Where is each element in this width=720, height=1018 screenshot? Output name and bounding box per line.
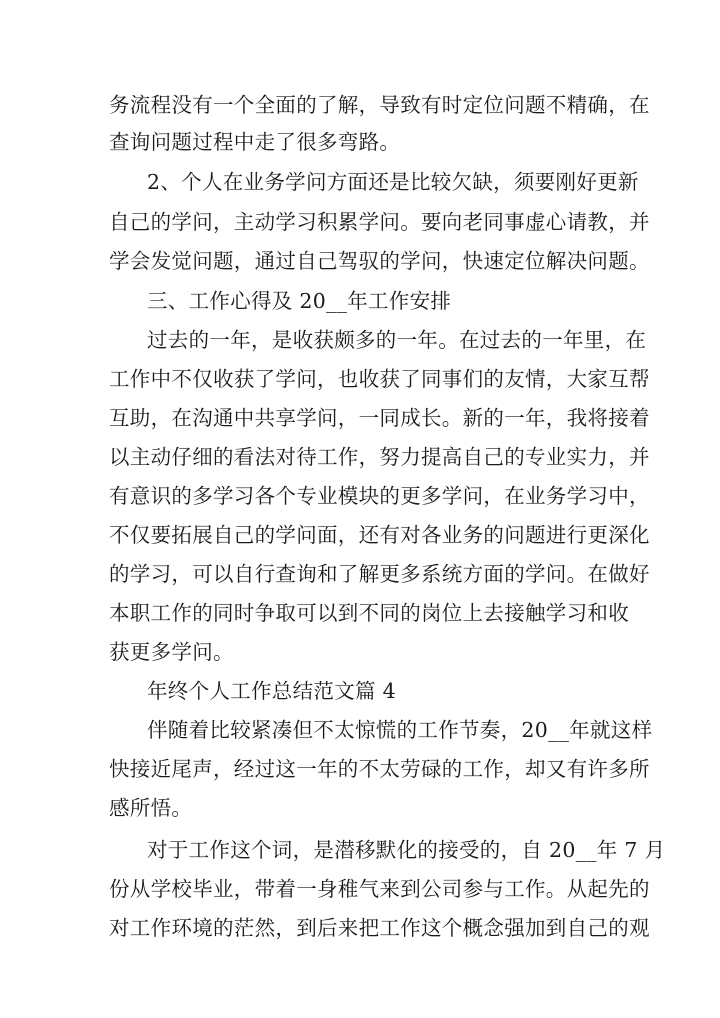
paragraph-line: 快接近尾声，经过这一年的不太劳碌的工作，却又有许多所 bbox=[109, 757, 650, 781]
paragraph-line: 互助，在沟通中共享学问，一同成长。新的一年，我将接着 bbox=[109, 406, 650, 430]
paragraph-line: 务流程没有一个全面的了解，导致有时定位问题不精确，在 bbox=[109, 93, 650, 117]
paragraph-line: 学会发觉问题，通过自己驾驭的学问，快速定位解决问题。 bbox=[109, 249, 650, 273]
paragraph-line: 份从学校毕业，带着一身稚气来到公司参与工作。从起先的 bbox=[109, 877, 650, 901]
paragraph-line: 有意识的多学习各个专业模块的更多学问，在业务学习中， bbox=[109, 484, 650, 508]
paragraph-line: 对于工作这个词，是潜移默化的接受的，自 20__年 7 月 bbox=[147, 838, 666, 862]
section-heading: 三、工作心得及 20__年工作安排 bbox=[147, 289, 452, 313]
paragraph-line: 2、个人在业务学问方面还是比较欠缺，须要刚好更新 bbox=[147, 170, 639, 194]
paragraph-line: 对工作环境的茫然，到后来把工作这个概念强加到自己的观 bbox=[109, 916, 650, 940]
paragraph-line: 感所悟。 bbox=[109, 796, 193, 820]
paragraph-line: 的学习，可以自行查询和了解更多系统方面的学问。在做好 bbox=[109, 562, 650, 586]
paragraph-line: 本职工作的同时争取可以到不同的岗位上去接触学习和收 bbox=[109, 601, 629, 625]
paragraph-line: 不仅要拓展自己的学问面，还有对各业务的问题进行更深化 bbox=[109, 523, 650, 547]
section-heading: 年终个人工作总结范文篇 4 bbox=[147, 679, 396, 703]
paragraph-line: 获更多学问。 bbox=[109, 640, 234, 664]
paragraph-line: 自己的学问，主动学习积累学问。要向老同事虚心请教，并 bbox=[109, 210, 650, 234]
paragraph-line: 以主动仔细的看法对待工作，努力提高自己的专业实力，并 bbox=[109, 445, 650, 469]
paragraph-line: 查询问题过程中走了很多弯路。 bbox=[109, 130, 401, 154]
paragraph-line: 过去的一年，是收获颇多的一年。在过去的一年里，在 bbox=[147, 328, 647, 352]
paragraph-line: 工作中不仅收获了学问，也收获了同事们的友情，大家互帮 bbox=[109, 367, 650, 391]
paragraph-line: 伴随着比较紧凑但不太惊慌的工作节奏，20__年就这样 bbox=[147, 718, 653, 742]
